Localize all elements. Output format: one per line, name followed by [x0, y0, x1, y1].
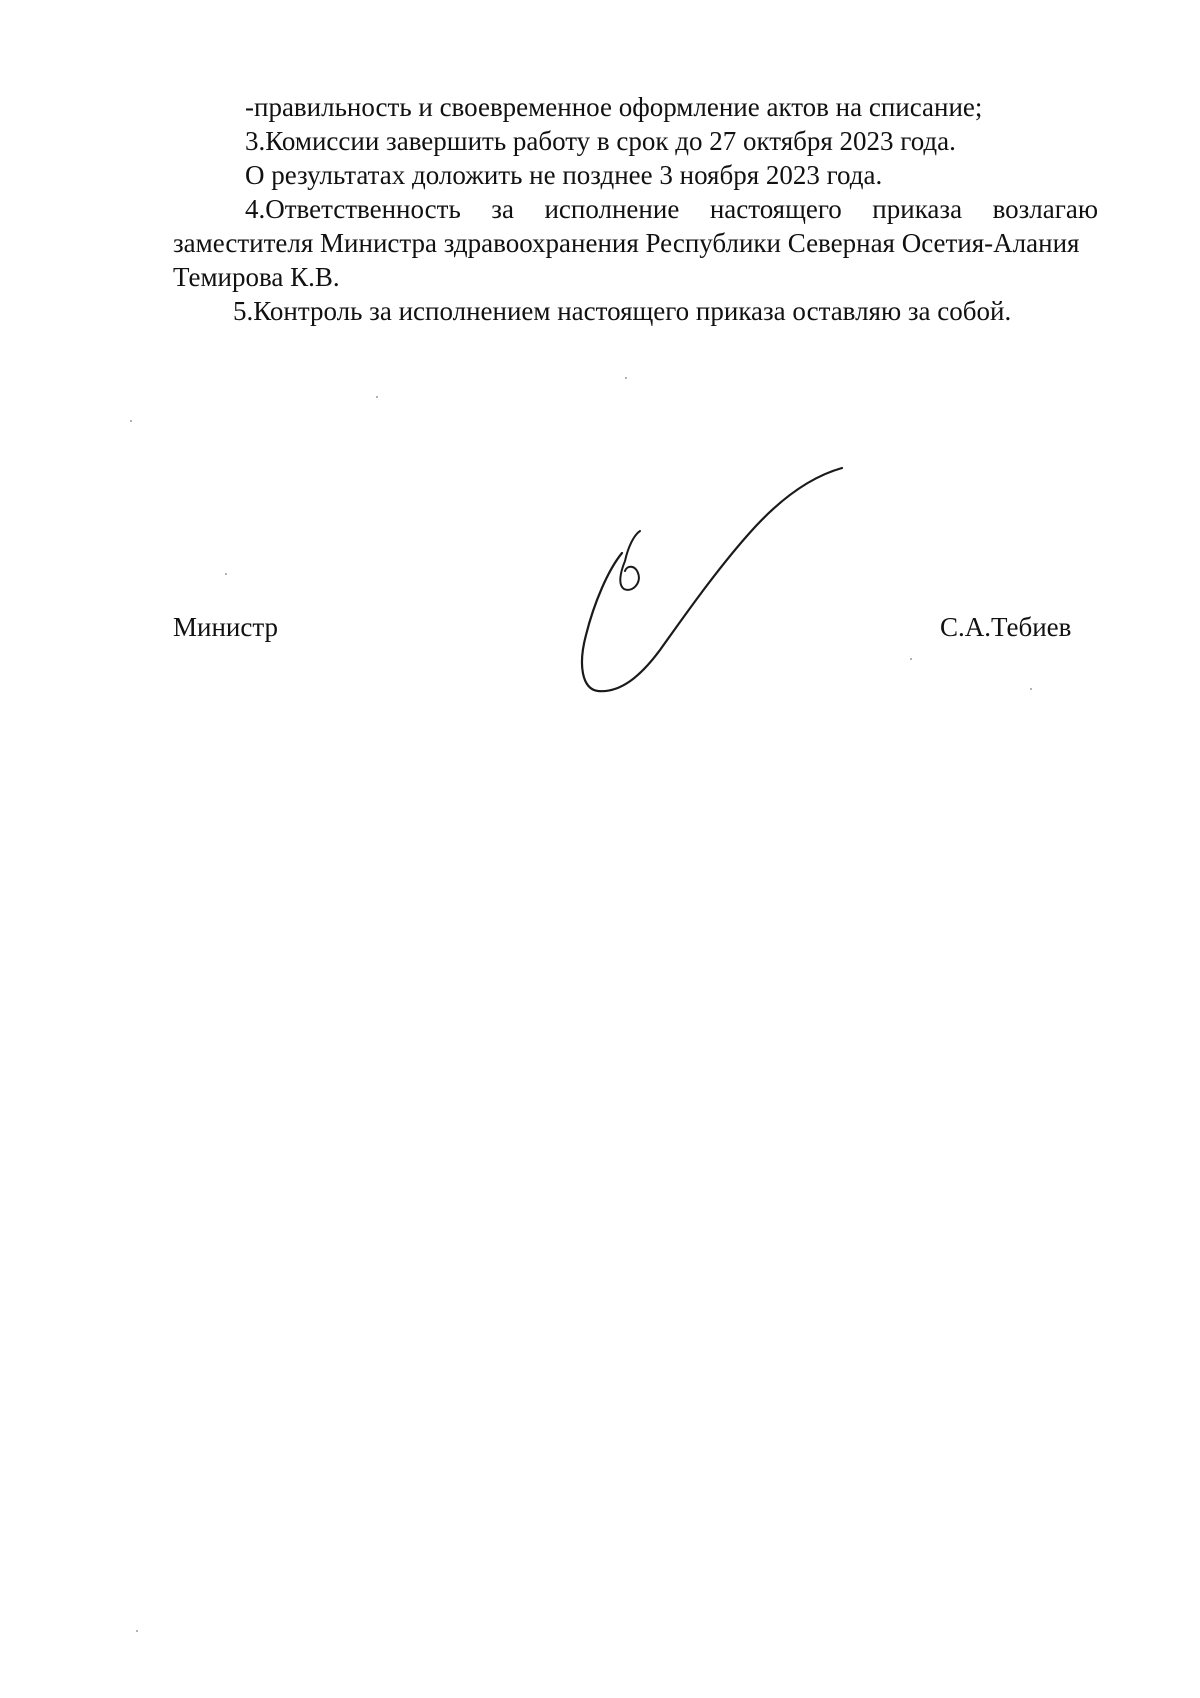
scan-speck	[376, 396, 378, 398]
scan-speck	[225, 573, 227, 575]
clause-3-report: О результатах доложить не позднее 3 ноября 2023 года.	[245, 160, 883, 190]
scan-speck	[625, 377, 627, 379]
signatory-position: Министр	[173, 612, 278, 642]
signature-initial-stroke	[620, 531, 640, 590]
scan-speck	[130, 420, 132, 422]
signatory-name: С.А.Тебиев	[940, 612, 1072, 642]
clause-4-line-3: Темирова К.В.	[173, 262, 340, 292]
clause-4-line-1: 4.Ответственность за исполнение настоящего приказа возлагаю	[245, 194, 1098, 224]
scan-speck	[910, 658, 912, 660]
handwritten-signature	[580, 465, 850, 705]
clause-3-deadline: 3.Комиссии завершить работу в срок до 27 октября 2023 года.	[245, 126, 956, 156]
order-body-text	[173, 90, 1098, 328]
clause-writeoff-acts: -правильность и своевременное оформление актов на списание;	[245, 92, 983, 122]
scan-speck	[136, 1630, 138, 1632]
clause-4-line-2: заместителя Министра здравоохранения Республики Северная Осетия-Алания	[173, 228, 1080, 258]
clause-5-control: 5.Контроль за исполнением настоящего приказа оставляю за собой.	[233, 296, 1012, 326]
scan-speck	[1030, 688, 1032, 690]
clause-4	[173, 192, 1098, 294]
